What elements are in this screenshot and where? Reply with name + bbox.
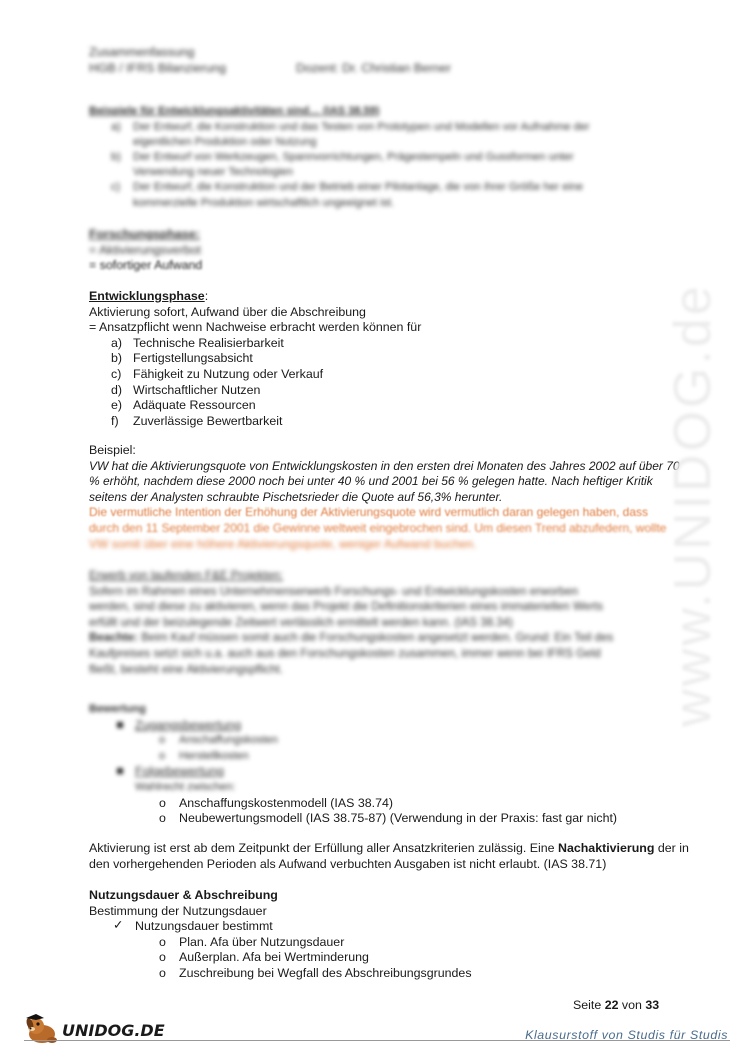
note-line: fließt, besteht eine Aktivierungspflicht. bbox=[89, 662, 283, 676]
page-header bbox=[89, 45, 669, 76]
bullet-icon bbox=[117, 768, 123, 774]
circle-bullet-icon: o bbox=[159, 934, 166, 949]
useful-life-heading: Nutzungsdauer & Abschreibung bbox=[89, 888, 278, 902]
header-course: HGB / IFRS Bilanzierung bbox=[89, 60, 227, 75]
example-label: Beispiel: bbox=[89, 443, 136, 457]
circle-bullet-icon: o bbox=[159, 734, 166, 747]
list-item: c) Fähigkeit zu Nutzung oder Verkauf bbox=[111, 366, 324, 381]
footer-tagline: Klausurstoff von Studis für Studis bbox=[525, 1028, 728, 1042]
list-item: eigentlichen Produktion oder Nutzung bbox=[133, 135, 317, 148]
development-line-1: Aktivierung sofort, Aufwand über die Abschreibung bbox=[89, 304, 366, 319]
nachaktivierung-term: Nachaktivierung bbox=[558, 841, 655, 855]
initial-valuation: Zugangsbewertung bbox=[135, 717, 242, 732]
dev-examples-list bbox=[89, 120, 669, 211]
list-item: c) Der Entwurf, die Konstruktion und der Betrieb einer Pilotanlage, die von ihrer Größe her eine bbox=[111, 181, 584, 194]
list-item: d) Wirtschaftlicher Nutzen bbox=[111, 382, 261, 397]
circle-bullet-icon: o bbox=[159, 795, 166, 810]
circle-bullet-icon: o bbox=[159, 965, 166, 980]
dev-examples-heading: Beispiele für Entwicklungsaktivitäten sind… (IAS 38.59) bbox=[89, 105, 380, 117]
check-item: Nutzungsdauer bestimmt bbox=[135, 919, 273, 934]
example-text-line: % erhöht, nachdem diese 2000 noch bei unter 40 % und 2001 bei 56 % gelegen hatte. Nach heftiger Kritik bbox=[89, 474, 653, 489]
circle-bullet-icon: o bbox=[159, 811, 166, 826]
example-orange-line: Die vermutliche Intention der Erhöhung der Aktivierungsquote wird vermutlich daran gelegen haben, dass bbox=[89, 505, 648, 520]
header-lecturer: Dozent: Dr. Christian Berner bbox=[296, 60, 451, 75]
list-item: Herstellkosten bbox=[179, 749, 249, 762]
check-icon: ✓ bbox=[113, 918, 124, 933]
list-item: Zuschreibung bei Wegfall des Abschreibungsgrundes bbox=[179, 965, 472, 980]
research-section bbox=[89, 227, 669, 274]
development-heading: Entwicklungsphase bbox=[89, 289, 205, 303]
list-item: b) Der Entwurf von Werkzeugen, Spannvorrichtungen, Prägestempeln und Gussformen unter bbox=[111, 151, 574, 163]
list-item: Außerplan. Afa bei Wertminderung bbox=[179, 950, 369, 965]
list-item: kommerzielle Produktion wirtschaftlich ungeeignet ist. bbox=[133, 196, 395, 209]
example-orange-line: VW somit über eine höhere Aktivierungsquote, weniger Aufwand buchen. bbox=[89, 536, 477, 551]
acquisition-line: Sofern im Rahmen eines Unternehmenserwerb Forschungs- und Entwicklungskosten erworben bbox=[89, 584, 579, 598]
valuation-heading: Bewertung bbox=[89, 703, 146, 715]
useful-life-line: Bestimmung der Nutzungsdauer bbox=[89, 903, 267, 918]
acquisition-heading: Erwerb von laufenden F&E Projekten: bbox=[89, 569, 283, 582]
model-item: Anschaffungskostenmodell (IAS 38.74) bbox=[179, 795, 393, 810]
note-line: Beim Kauf müssen somit auch die Forschungskosten angesetzt werden. Grund: Ein Teil des bbox=[137, 631, 614, 645]
research-heading: Forschungsphase: bbox=[89, 227, 200, 241]
choice-label: Wahlrecht zwischen: bbox=[135, 780, 236, 793]
model-item: Neubewertungsmodell (IAS 38.75-87) (Verwendung in der Praxis: fast gar nicht) bbox=[179, 811, 618, 826]
bullet-icon bbox=[117, 722, 123, 728]
activation-section: Aktivierung ist erst ab dem Zeitpunkt der Erfüllung aller Ansatzkriterien zulässig. Eine Nachaktivierung der in den vorhergehenden Perioden als Aufwand verbuchten Ausgaben ist nicht erlaubt. (IAS 38.71) bbox=[89, 841, 689, 871]
header-title: Zusammenfassung bbox=[89, 45, 195, 59]
watermark: www.UNIDOG.de bbox=[664, 283, 723, 727]
list-item: Plan. Afa über Nutzungsdauer bbox=[179, 934, 345, 949]
research-line-1: = Aktivierungsverbot bbox=[89, 242, 201, 257]
circle-bullet-icon: o bbox=[159, 749, 166, 762]
logo-text: UNIDOG.DE bbox=[62, 1021, 165, 1040]
research-line-2: = sofortiger Aufwand bbox=[89, 258, 203, 273]
list-item: Verwendung neuer Technologien bbox=[133, 166, 294, 179]
list-item: f) Zuverlässige Bewertbarkeit bbox=[111, 413, 283, 428]
list-item: a) Technische Realisierbarkeit bbox=[111, 335, 284, 350]
acquisition-line: werden, sind diese zu aktivieren, wenn das Projekt die Definitionskriterien eines immateriellen Werts bbox=[89, 600, 604, 614]
list-item: Anschaffungskosten bbox=[179, 734, 278, 747]
criteria-list bbox=[89, 336, 669, 430]
list-item: e) Adäquate Ressourcen bbox=[111, 398, 256, 413]
dev-examples-section bbox=[89, 104, 669, 211]
acquisition-section bbox=[89, 568, 664, 677]
page-number: Seite 22 von 33 bbox=[573, 998, 660, 1012]
acquisition-line: erfüllt und der beizulegende Zeitwert verlässlich ermittelt werden kann. (IAS 38.34) bbox=[89, 615, 514, 629]
circle-bullet-icon: o bbox=[159, 950, 166, 965]
example-orange-line: durch den 11 September 2001 die Gewinne weltweit eingebrochen sind. Um diesen Trend abzufedern, wollte bbox=[89, 520, 667, 535]
valuation-section bbox=[89, 702, 669, 827]
example-text-line: VW hat die Aktivierungsquote von Entwicklungskosten in den ersten drei Monaten des Jahres 2002 auf über 70 bbox=[89, 458, 680, 473]
useful-life-section bbox=[89, 888, 669, 982]
example-text-line: seitens der Analysten schraubte Pischetsrieder die Quote auf 56,3% herunter. bbox=[89, 489, 503, 504]
example-section bbox=[89, 443, 680, 552]
note-line: Kaufpreises setzt sich u.a. auch aus den Forschungskosten zusammen, immer wenn bei IFRS Geld bbox=[89, 646, 601, 660]
list-item: b) Fertigstellungsabsicht bbox=[111, 351, 253, 366]
list-item: a) Der Entwurf, die Konstruktion und das Testen von Prototypen und Modellen vor Aufnahme der bbox=[111, 120, 590, 133]
development-line-2: = Ansatzpflicht wenn Nachweise erbracht werden können für bbox=[89, 320, 422, 335]
subsequent-valuation: Folgebewertung bbox=[135, 764, 224, 779]
development-section: Entwicklungsphase: Aktivierung sofort, Aufwand über die Abschreibung = Ansatzpflicht wenn Nachweise erbracht werden können für a) Technische Realisierbarkeit b) Fertigstellungsabsicht c) Fähigkeit zu Nutzung oder Verkauf d) Wirtschaftlicher Nutzen e) Adäquate Ressourcen f) Zuverlässige Bewertbarkeit bbox=[89, 289, 669, 429]
activation-line-2: den vorhergehenden Perioden als Aufwand verbuchten Ausgaben ist nicht erlaubt. (IAS 38.71) bbox=[89, 856, 607, 871]
note-label: Beachte: bbox=[89, 631, 138, 645]
